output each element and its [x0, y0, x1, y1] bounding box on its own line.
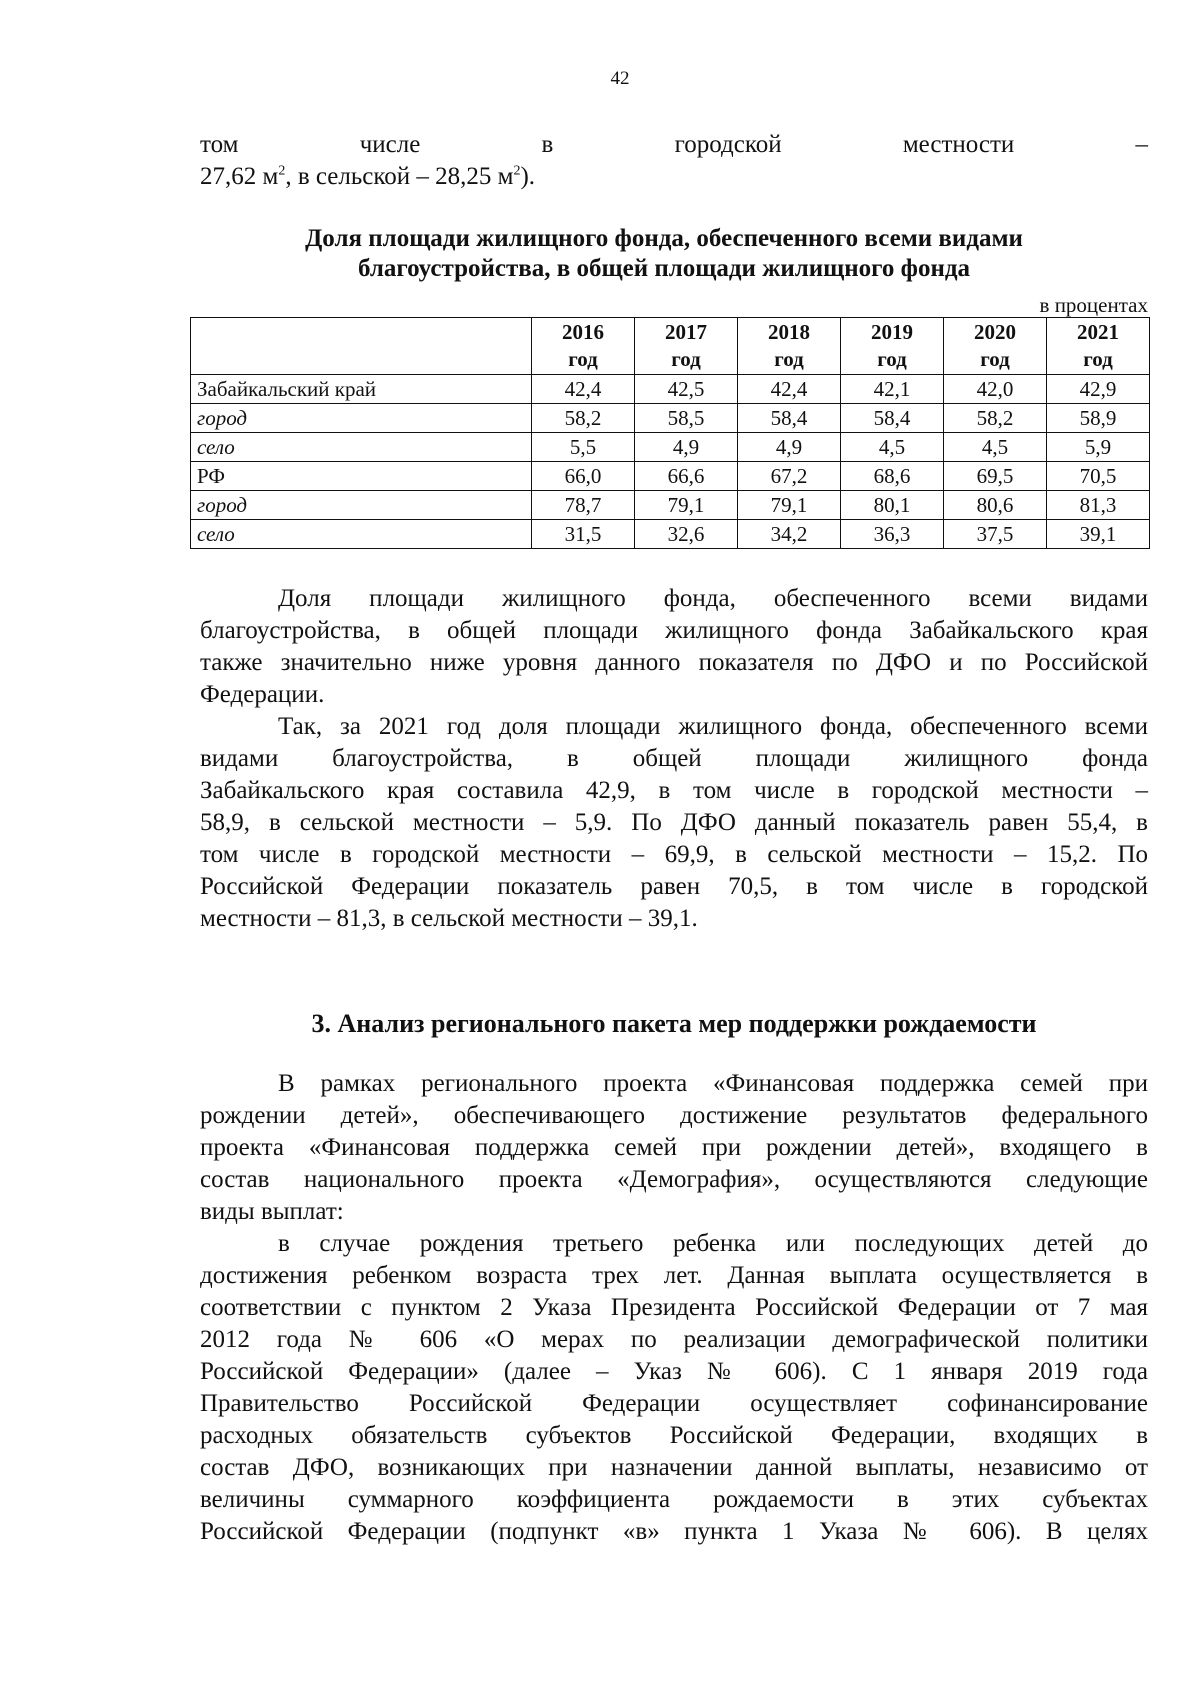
paragraph-line: достижения ребенком возраста трех лет. Данная выплата осуществляется в [200, 1262, 1148, 1289]
table-row [191, 433, 1150, 462]
intro-text [200, 129, 1148, 193]
table-cell: 4,9 [738, 433, 841, 462]
paragraph-line: Российской Федерации показатель равен 70,5, в том числе в городской [200, 873, 1148, 900]
table-cell: 66,6 [635, 462, 738, 491]
table-units: в процентах [1039, 293, 1148, 317]
table-cell: 69,5 [944, 462, 1047, 491]
row-label: село [191, 520, 532, 549]
paragraph-line: благоустройства, в общей площади жилищного фонда Забайкальского края [200, 617, 1148, 644]
table-cell: 58,9 [1047, 404, 1150, 433]
table-cell: 80,6 [944, 491, 1047, 520]
table-row [191, 520, 1150, 549]
paragraph-line: Доля площади жилищного фонда, обеспеченного всеми видами [278, 585, 1148, 612]
table-header-row [191, 318, 1150, 375]
intro-line-2: 27,62 $м^2$, в сельской – 28,25 $м^2$). [200, 163, 536, 190]
table-row [191, 491, 1150, 520]
table-cell: 42,4 [738, 375, 841, 404]
paragraph-line: проекта «Финансовая поддержка семей при рождении детей», входящего в [200, 1134, 1148, 1161]
paragraph-line: Так, за 2021 год доля площади жилищного фонда, обеспеченного всеми [278, 713, 1148, 740]
paragraph-line: величины суммарного коэффициента рождаемости в этих субъектах [200, 1486, 1148, 1513]
table-cell: 67,2 [738, 462, 841, 491]
row-label: Забайкальский край [191, 375, 532, 404]
housing-amenities-table [190, 317, 1150, 549]
intro-line-1: том числе в городской местности – [200, 131, 1149, 158]
body-paragraphs-top [200, 583, 1148, 935]
row-label: РФ [191, 462, 532, 491]
table-cell: 58,4 [841, 404, 944, 433]
paragraph-line: Российской Федерации» (далее – Указ № 606). С 1 января 2019 года [200, 1358, 1148, 1385]
table-cell: 68,6 [841, 462, 944, 491]
paragraph-line: видами благоустройства, в общей площади жилищного фонда [200, 745, 1148, 772]
table-cell: 79,1 [635, 491, 738, 520]
table-cell: 58,4 [738, 404, 841, 433]
paragraph-line: 58,9, в сельской местности – 5,9. По ДФО данный показатель равен 55,4, в [200, 809, 1148, 836]
table-cell: 58,2 [532, 404, 635, 433]
paragraph-line: В рамках регионального проекта «Финансовая поддержка семей при [278, 1070, 1148, 1097]
table-cell: 36,3 [841, 520, 944, 549]
paragraph-line: расходных обязательств субъектов Российской Федерации, входящих в [200, 1422, 1148, 1449]
paragraph-line: Правительство Российской Федерации осуществляет софинансирование [200, 1390, 1148, 1417]
table-row [191, 462, 1150, 491]
year-header: 2020 год [944, 318, 1047, 375]
row-label: село [191, 433, 532, 462]
table-cell: 4,5 [841, 433, 944, 462]
table-cell: 42,5 [635, 375, 738, 404]
paragraph-line: Российской Федерации (подпункт «в» пункта 1 Указа № 606). В целях [200, 1518, 1148, 1545]
year-header: 2018 год [738, 318, 841, 375]
year-header: 2016 год [532, 318, 635, 375]
table-cell: 37,5 [944, 520, 1047, 549]
table-cell: 4,5 [944, 433, 1047, 462]
table-cell: 42,4 [532, 375, 635, 404]
paragraph-line: Федерации. [200, 681, 325, 708]
table-cell: 39,1 [1047, 520, 1150, 549]
paragraph-line: местности – 81,3, в сельской местности – 39,1. [200, 905, 698, 932]
table-cell: 58,2 [944, 404, 1047, 433]
paragraph-line: рождении детей», обеспечивающего достижение результатов федерального [200, 1102, 1148, 1129]
table-cell: 42,9 [1047, 375, 1150, 404]
table-cell: 42,1 [841, 375, 944, 404]
table-cell: 80,1 [841, 491, 944, 520]
row-label: город [191, 404, 532, 433]
row-label: город [191, 491, 532, 520]
table-cell: 34,2 [738, 520, 841, 549]
table-cell: 31,5 [532, 520, 635, 549]
table-cell: 42,0 [944, 375, 1047, 404]
table-cell: 4,9 [635, 433, 738, 462]
body-paragraphs-bottom [200, 1068, 1148, 1548]
table-row [191, 375, 1150, 404]
paragraph-line: 2012 года № 606 «О мерах по реализации демографической политики [200, 1326, 1148, 1353]
paragraph-line: соответствии с пунктом 2 Указа Президента Российской Федерации от 7 мая [200, 1294, 1148, 1321]
year-header: 2017 год [635, 318, 738, 375]
table-cell: 81,3 [1047, 491, 1150, 520]
header-blank-cell [191, 318, 532, 375]
page-number: 42 [610, 68, 630, 89]
paragraph-line: также значительно ниже уровня данного показателя по ДФО и по Российской [200, 649, 1148, 676]
year-header: 2021 год [1047, 318, 1150, 375]
table-cell: 5,5 [532, 433, 635, 462]
table-cell: 79,1 [738, 491, 841, 520]
paragraph-line: том числе в городской местности – 69,9, в сельской местности – 15,2. По [200, 841, 1148, 868]
table-cell: 58,5 [635, 404, 738, 433]
year-header: 2019 год [841, 318, 944, 375]
table-row [191, 404, 1150, 433]
table-cell: 78,7 [532, 491, 635, 520]
paragraph-line: состав национального проекта «Демография», осуществляются следующие [200, 1166, 1148, 1193]
paragraph-line: Забайкальского края составила 42,9, в том числе в городской местности – [200, 777, 1148, 804]
paragraph-line: в случае рождения третьего ребенка или последующих детей до [278, 1230, 1148, 1257]
table-title: Доля площади жилищного фонда, обеспеченного всеми видами благоустройства, в общей площади жилищного фонда [305, 225, 1023, 282]
table-cell: 70,5 [1047, 462, 1150, 491]
table-cell: 66,0 [532, 462, 635, 491]
paragraph-line: виды выплат: [200, 1198, 344, 1225]
paragraph-line: состав ДФО, возникающих при назначении данной выплаты, независимо от [200, 1454, 1148, 1481]
table-cell: 5,9 [1047, 433, 1150, 462]
section-heading: 3. Анализ регионального пакета мер поддержки рождаемости [311, 1009, 1037, 1038]
table-cell: 32,6 [635, 520, 738, 549]
